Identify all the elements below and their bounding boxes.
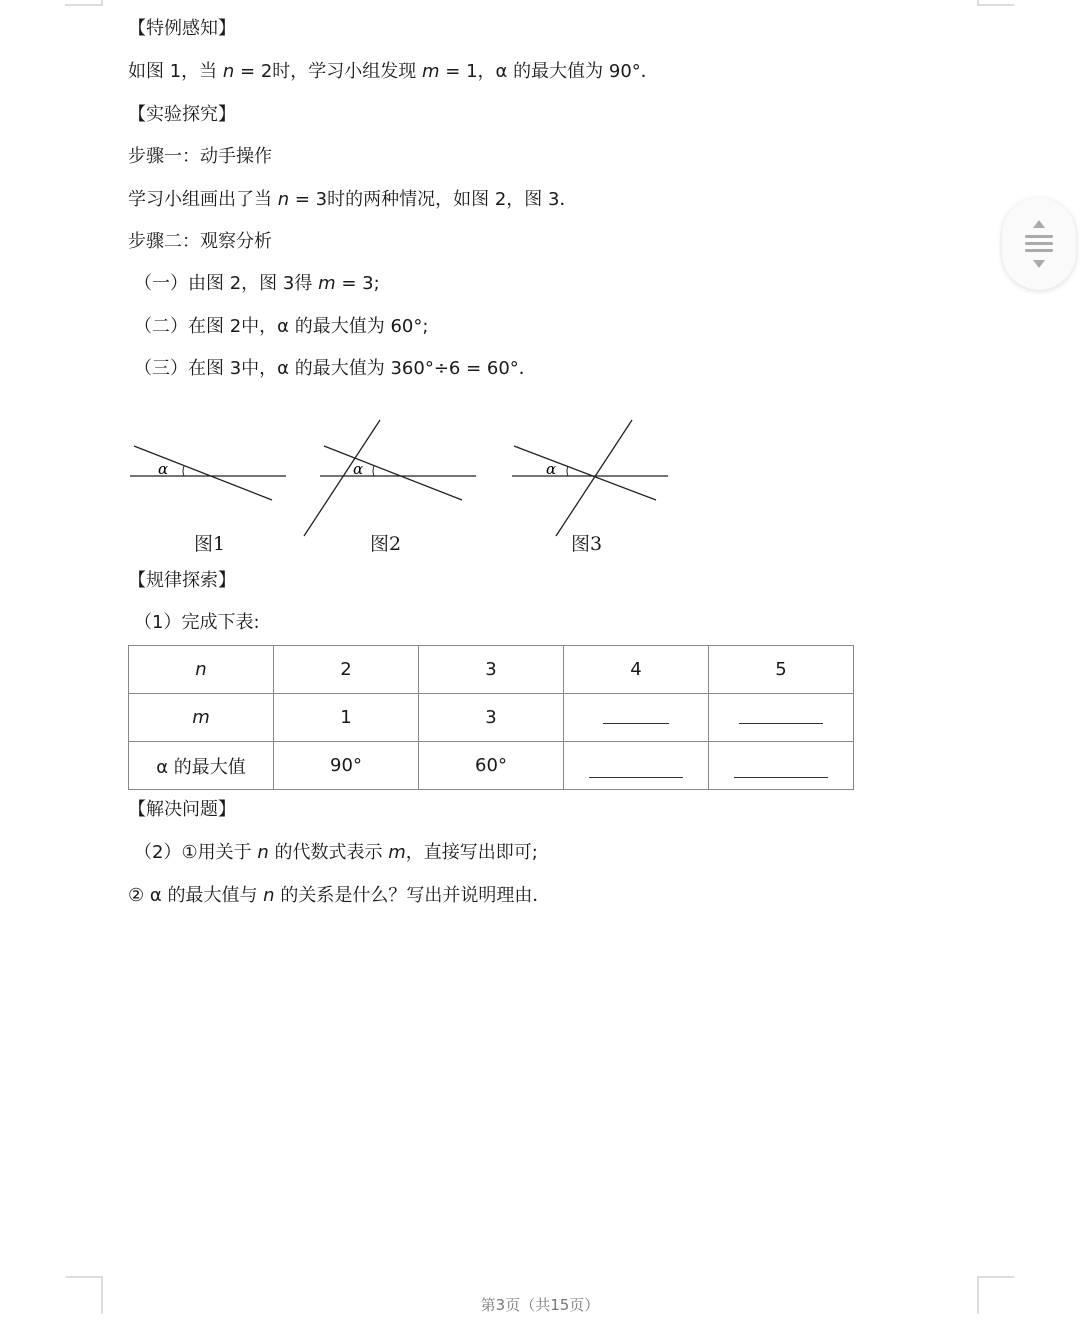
variable-m: m bbox=[388, 842, 406, 863]
paragraph-case-n3 bbox=[128, 188, 577, 212]
table-cell: 4 bbox=[564, 646, 709, 694]
answer-blank-line bbox=[739, 722, 823, 724]
table-cell: 5 bbox=[709, 646, 854, 694]
text-fragment: ② α 的最大值与 bbox=[128, 885, 264, 906]
section-heading-experiment: 【实验探究】 bbox=[128, 104, 236, 125]
text-fragment: （2）①用关于 bbox=[134, 842, 258, 863]
analysis-two: （二）在图 2中，α 的最大值为 60°; bbox=[134, 316, 429, 337]
analysis-one bbox=[134, 272, 380, 296]
answer-blank-line bbox=[589, 776, 683, 778]
fig1-angle-arc bbox=[183, 466, 184, 476]
fig2-steep-line bbox=[304, 420, 380, 536]
text-fragment: 学习小组画出了当 bbox=[128, 189, 278, 210]
table-cell: n bbox=[129, 646, 274, 694]
question-two bbox=[134, 841, 538, 865]
table-cell: 3 bbox=[419, 646, 564, 694]
table-cell: 60° bbox=[419, 742, 564, 790]
variable-n: n bbox=[277, 189, 290, 210]
answer-blank-m5 bbox=[709, 694, 854, 742]
fig3-caption: 图3 bbox=[571, 533, 603, 555]
question-one: （1）完成下表: bbox=[134, 612, 260, 633]
data-table bbox=[128, 645, 854, 790]
paragraph-case-n2 bbox=[128, 60, 659, 84]
figure-1 bbox=[130, 446, 286, 500]
section-heading-solve: 【解决问题】 bbox=[128, 799, 236, 820]
answer-blank-line bbox=[734, 776, 828, 778]
scroll-navigator[interactable] bbox=[1002, 198, 1076, 290]
fig2-alpha-label: α bbox=[353, 460, 364, 478]
variable-n: n bbox=[263, 885, 275, 906]
fig2-angle-arc bbox=[373, 466, 374, 476]
fig1-caption: 图1 bbox=[194, 533, 226, 555]
answer-blank-alpha5 bbox=[709, 742, 854, 790]
figure-3 bbox=[512, 420, 668, 536]
text-fragment: = 3; bbox=[335, 273, 380, 294]
answer-blank-m4 bbox=[564, 694, 709, 742]
corner-mark-top-left bbox=[60, 0, 110, 10]
step-one: 步骤一：动手操作 bbox=[128, 146, 272, 167]
answer-blank-line bbox=[603, 722, 669, 724]
table-row bbox=[129, 646, 854, 694]
fig1-alpha-label: α bbox=[158, 460, 169, 478]
table-cell: 3 bbox=[419, 694, 564, 742]
scroll-down-arrow-icon bbox=[1033, 260, 1045, 268]
table-row bbox=[129, 694, 854, 742]
variable-m: m bbox=[318, 273, 336, 294]
table-cell: 1 bbox=[274, 694, 419, 742]
table-cell: m bbox=[129, 694, 274, 742]
scroll-up-arrow-icon bbox=[1033, 220, 1045, 228]
corner-mark-top-right bbox=[972, 0, 1022, 10]
text-fragment: = 1，α 的最大值为 90°． bbox=[439, 61, 659, 82]
text-fragment: ，直接写出即可; bbox=[405, 842, 538, 863]
fig3-angle-arc bbox=[567, 466, 568, 476]
fig3-steep-line bbox=[556, 420, 632, 536]
variable-n: n bbox=[257, 842, 269, 863]
fig2-caption: 图2 bbox=[370, 533, 402, 555]
text-fragment: 如图 1，当 bbox=[128, 61, 223, 82]
scroll-navigator-icon bbox=[1002, 198, 1076, 290]
section-heading-rule: 【规律探索】 bbox=[128, 570, 236, 591]
text-fragment: 的代数式表示 bbox=[268, 842, 389, 863]
table-cell: 90° bbox=[274, 742, 419, 790]
question-three bbox=[128, 884, 550, 908]
table-cell: 2 bbox=[274, 646, 419, 694]
figure-2 bbox=[304, 420, 476, 536]
step-two: 步骤二：观察分析 bbox=[128, 231, 272, 252]
page-number-footer: 第3页（共15页） bbox=[480, 1296, 600, 1314]
text-fragment: = 2时，学习小组发现 bbox=[234, 61, 423, 82]
text-fragment: = 3时的两种情况，如图 2，图 3． bbox=[289, 189, 578, 210]
fig3-alpha-label: α bbox=[546, 460, 557, 478]
analysis-three: （三）在图 3中，α 的最大值为 360°÷6 = 60°． bbox=[134, 358, 537, 379]
fig1-slanted-line bbox=[134, 446, 272, 500]
text-fragment: （一）由图 2，图 3得 bbox=[134, 273, 319, 294]
variable-n: n bbox=[222, 61, 235, 82]
variable-m: m bbox=[422, 61, 440, 82]
text-fragment: 的关系是什么？写出并说明理由． bbox=[274, 885, 551, 906]
table-cell: α 的最大值 bbox=[129, 742, 274, 790]
section-heading-special: 【特例感知】 bbox=[128, 18, 236, 39]
answer-blank-alpha4 bbox=[564, 742, 709, 790]
table-row bbox=[129, 742, 854, 790]
